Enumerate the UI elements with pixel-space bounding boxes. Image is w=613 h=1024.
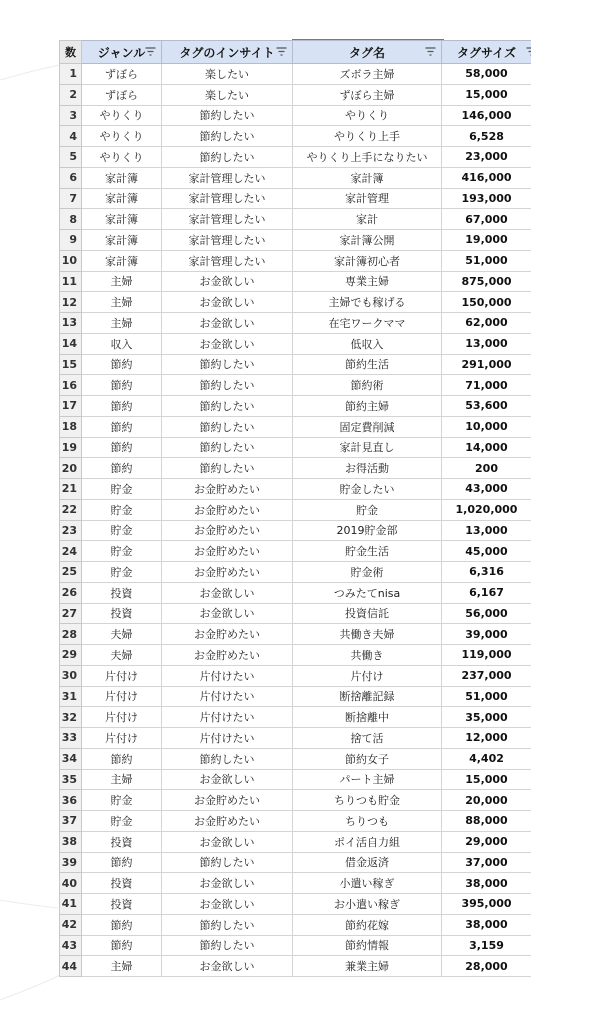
- table-row: [60, 582, 532, 603]
- size-cell[interactable]: 37,000: [442, 852, 532, 873]
- size-cell[interactable]: 6,528: [442, 126, 532, 147]
- size-cell[interactable]: 15,000: [442, 769, 532, 790]
- tag-cell[interactable]: 断捨離記録: [293, 686, 442, 707]
- genre-cell[interactable]: ずぼら: [82, 64, 162, 85]
- genre-cell[interactable]: 主婦: [82, 769, 162, 790]
- row-number-cell[interactable]: 37: [60, 811, 82, 832]
- insight-cell[interactable]: お金欲しい: [162, 769, 293, 790]
- table-row: [60, 748, 532, 769]
- genre-cell[interactable]: やりくり: [82, 105, 162, 126]
- insight-cell[interactable]: 家計管理したい: [162, 209, 293, 230]
- row-number-cell[interactable]: 26: [60, 582, 82, 603]
- insight-cell[interactable]: お金欲しい: [162, 292, 293, 313]
- row-number-cell[interactable]: 36: [60, 790, 82, 811]
- row-number-cell[interactable]: 3: [60, 105, 82, 126]
- tag-header[interactable]: [293, 41, 442, 64]
- genre-cell[interactable]: 節約: [82, 437, 162, 458]
- size-cell[interactable]: 13,000: [442, 520, 532, 541]
- genre-cell[interactable]: 主婦: [82, 292, 162, 313]
- size-cell[interactable]: 58,000: [442, 64, 532, 85]
- genre-cell[interactable]: 節約: [82, 375, 162, 396]
- genre-cell[interactable]: ずぼら: [82, 84, 162, 105]
- size-cell[interactable]: 29,000: [442, 831, 532, 852]
- row-number-cell[interactable]: 28: [60, 624, 82, 645]
- table-row: [60, 831, 532, 852]
- size-cell[interactable]: 14,000: [442, 437, 532, 458]
- row-number-cell[interactable]: 43: [60, 935, 82, 956]
- tag-cell[interactable]: 家計簿: [293, 167, 442, 188]
- row-number-cell[interactable]: 29: [60, 645, 82, 666]
- genre-cell[interactable]: 家計簿: [82, 250, 162, 271]
- table-row: [60, 852, 532, 873]
- tag-cell[interactable]: 家計: [293, 209, 442, 230]
- table-row: [60, 105, 532, 126]
- genre-cell[interactable]: 家計簿: [82, 188, 162, 209]
- genre-cell[interactable]: 節約: [82, 914, 162, 935]
- row-number-cell[interactable]: 34: [60, 748, 82, 769]
- tag-cell[interactable]: 節約情報: [293, 935, 442, 956]
- insight-cell[interactable]: お金貯めたい: [162, 790, 293, 811]
- row-number-cell[interactable]: 19: [60, 437, 82, 458]
- size-cell[interactable]: 291,000: [442, 354, 532, 375]
- tag-cell[interactable]: お小遣い稼ぎ: [293, 894, 442, 915]
- tag-cell[interactable]: 捨て活: [293, 728, 442, 749]
- tag-cell[interactable]: 節約術: [293, 375, 442, 396]
- genre-header[interactable]: [82, 41, 162, 64]
- size-cell[interactable]: 51,000: [442, 686, 532, 707]
- tag-cell[interactable]: 断捨離中: [293, 707, 442, 728]
- size-cell[interactable]: 119,000: [442, 645, 532, 666]
- row-number-cell[interactable]: 6: [60, 167, 82, 188]
- insight-cell[interactable]: 家計管理したい: [162, 250, 293, 271]
- size-cell[interactable]: 56,000: [442, 603, 532, 624]
- genre-cell[interactable]: 貯金: [82, 811, 162, 832]
- insight-cell[interactable]: お金欲しい: [162, 956, 293, 977]
- size-cell[interactable]: 53,600: [442, 396, 532, 417]
- insight-cell[interactable]: 家計管理したい: [162, 188, 293, 209]
- row-number-cell[interactable]: 10: [60, 250, 82, 271]
- tag-cell[interactable]: 共働き: [293, 645, 442, 666]
- genre-header-label: ジャンル: [97, 45, 146, 60]
- row-number-cell[interactable]: 8: [60, 209, 82, 230]
- size-header[interactable]: [442, 41, 532, 64]
- table-row: [60, 603, 532, 624]
- genre-cell[interactable]: 投資: [82, 831, 162, 852]
- row-number-cell[interactable]: 18: [60, 416, 82, 437]
- insight-cell[interactable]: 節約したい: [162, 437, 293, 458]
- genre-cell[interactable]: 家計簿: [82, 167, 162, 188]
- tag-cell[interactable]: お得活動: [293, 458, 442, 479]
- tag-cell[interactable]: 投資信託: [293, 603, 442, 624]
- size-cell[interactable]: 38,000: [442, 873, 532, 894]
- genre-cell[interactable]: 節約: [82, 852, 162, 873]
- row-number-cell[interactable]: 42: [60, 914, 82, 935]
- table-row: [60, 458, 532, 479]
- size-cell[interactable]: 20,000: [442, 790, 532, 811]
- size-cell[interactable]: 875,000: [442, 271, 532, 292]
- tag-cell[interactable]: ズボラ主婦: [293, 64, 442, 85]
- tag-cell[interactable]: パート主婦: [293, 769, 442, 790]
- table-row: [60, 64, 532, 85]
- size-cell[interactable]: 6,167: [442, 582, 532, 603]
- filter-icon[interactable]: [145, 46, 156, 57]
- size-cell[interactable]: 28,000: [442, 956, 532, 977]
- table-row: [60, 437, 532, 458]
- genre-cell[interactable]: 家計簿: [82, 230, 162, 251]
- insight-cell[interactable]: お金欲しい: [162, 831, 293, 852]
- size-cell[interactable]: 62,000: [442, 313, 532, 334]
- row-number-cell[interactable]: 39: [60, 852, 82, 873]
- genre-cell[interactable]: 貯金: [82, 562, 162, 583]
- table-row: [60, 665, 532, 686]
- size-cell[interactable]: 12,000: [442, 728, 532, 749]
- tag-cell[interactable]: つみたてnisa: [293, 582, 442, 603]
- table-row: [60, 271, 532, 292]
- filter-icon[interactable]: [425, 46, 436, 57]
- size-cell[interactable]: 23,000: [442, 147, 532, 168]
- tag-cell[interactable]: 専業主婦: [293, 271, 442, 292]
- row-number-cell[interactable]: 1: [60, 64, 82, 85]
- size-cell[interactable]: 39,000: [442, 624, 532, 645]
- tag-cell[interactable]: 家計管理: [293, 188, 442, 209]
- tag-cell[interactable]: ちりつも貯金: [293, 790, 442, 811]
- insight-cell[interactable]: お金貯めたい: [162, 624, 293, 645]
- genre-cell[interactable]: 貯金: [82, 790, 162, 811]
- genre-cell[interactable]: 投資: [82, 603, 162, 624]
- insight-cell[interactable]: 節約したい: [162, 375, 293, 396]
- size-cell[interactable]: 19,000: [442, 230, 532, 251]
- tag-cell[interactable]: 節約女子: [293, 748, 442, 769]
- genre-cell[interactable]: 夫婦: [82, 645, 162, 666]
- genre-cell[interactable]: 貯金: [82, 499, 162, 520]
- row-number-cell[interactable]: 25: [60, 562, 82, 583]
- table-row: [60, 209, 532, 230]
- size-cell[interactable]: 43,000: [442, 479, 532, 500]
- tag-cell[interactable]: やりくり上手になりたい: [293, 147, 442, 168]
- row-number-cell[interactable]: 44: [60, 956, 82, 977]
- tag-cell[interactable]: 家計簿初心者: [293, 250, 442, 271]
- tag-cell[interactable]: 貯金生活: [293, 541, 442, 562]
- tag-cell[interactable]: ちりつも: [293, 811, 442, 832]
- table-body: [60, 64, 532, 977]
- tag-header-label: タグ名: [348, 45, 385, 60]
- table-row: [60, 167, 532, 188]
- insight-cell[interactable]: 家計管理したい: [162, 230, 293, 251]
- tag-cell[interactable]: 在宅ワークママ: [293, 313, 442, 334]
- insight-cell[interactable]: 楽したい: [162, 64, 293, 85]
- table-row: [60, 686, 532, 707]
- row-number-cell[interactable]: 35: [60, 769, 82, 790]
- size-cell[interactable]: 13,000: [442, 333, 532, 354]
- sheet-crop-edge: [531, 40, 613, 980]
- genre-cell[interactable]: 片付け: [82, 686, 162, 707]
- insight-cell[interactable]: お金貯めたい: [162, 479, 293, 500]
- header-row: [60, 41, 532, 64]
- genre-cell[interactable]: 投資: [82, 873, 162, 894]
- tag-cell[interactable]: 低収入: [293, 333, 442, 354]
- insight-cell[interactable]: 節約したい: [162, 354, 293, 375]
- row-number-cell[interactable]: 33: [60, 728, 82, 749]
- table-row: [60, 811, 532, 832]
- insight-cell[interactable]: 楽したい: [162, 84, 293, 105]
- table-row: [60, 935, 532, 956]
- table-row: [60, 188, 532, 209]
- insight-header-label: タグのインサイト: [179, 45, 275, 60]
- tag-cell[interactable]: 貯金術: [293, 562, 442, 583]
- row-number-cell[interactable]: 40: [60, 873, 82, 894]
- table-row: [60, 479, 532, 500]
- table-row: [60, 84, 532, 105]
- row-number-cell[interactable]: 9: [60, 230, 82, 251]
- genre-cell[interactable]: 片付け: [82, 665, 162, 686]
- insight-cell[interactable]: お金欲しい: [162, 333, 293, 354]
- size-cell[interactable]: 146,000: [442, 105, 532, 126]
- table-row: [60, 562, 532, 583]
- insight-cell[interactable]: 節約したい: [162, 748, 293, 769]
- genre-cell[interactable]: 投資: [82, 894, 162, 915]
- row-number-cell[interactable]: 13: [60, 313, 82, 334]
- tag-cell[interactable]: 節約花嫁: [293, 914, 442, 935]
- insight-cell[interactable]: 片付けたい: [162, 728, 293, 749]
- table-row: [60, 126, 532, 147]
- insight-cell[interactable]: お金貯めたい: [162, 520, 293, 541]
- insight-header[interactable]: [162, 41, 293, 64]
- table-row: [60, 624, 532, 645]
- table-row: [60, 147, 532, 168]
- row-number-cell[interactable]: 15: [60, 354, 82, 375]
- table-row: [60, 707, 532, 728]
- tag-cell[interactable]: 小遣い稼ぎ: [293, 873, 442, 894]
- genre-cell[interactable]: 節約: [82, 396, 162, 417]
- size-cell[interactable]: 67,000: [442, 209, 532, 230]
- tag-cell[interactable]: 共働き夫婦: [293, 624, 442, 645]
- insight-cell[interactable]: 節約したい: [162, 458, 293, 479]
- row-number-cell[interactable]: 14: [60, 333, 82, 354]
- genre-cell[interactable]: 節約: [82, 748, 162, 769]
- size-cell[interactable]: 88,000: [442, 811, 532, 832]
- size-cell[interactable]: 193,000: [442, 188, 532, 209]
- row-number-cell[interactable]: 17: [60, 396, 82, 417]
- row-number-cell[interactable]: 38: [60, 831, 82, 852]
- size-cell[interactable]: 200: [442, 458, 532, 479]
- row-number-cell[interactable]: 23: [60, 520, 82, 541]
- genre-cell[interactable]: 節約: [82, 935, 162, 956]
- insight-cell[interactable]: お金貯めたい: [162, 541, 293, 562]
- genre-cell[interactable]: 貯金: [82, 479, 162, 500]
- row-number-cell[interactable]: 30: [60, 665, 82, 686]
- tag-cell[interactable]: 節約主婦: [293, 396, 442, 417]
- insight-cell[interactable]: お金欲しい: [162, 313, 293, 334]
- insight-cell[interactable]: 節約したい: [162, 416, 293, 437]
- size-cell[interactable]: 6,316: [442, 562, 532, 583]
- size-cell[interactable]: 51,000: [442, 250, 532, 271]
- insight-cell[interactable]: 節約したい: [162, 105, 293, 126]
- table-row: [60, 790, 532, 811]
- insight-cell[interactable]: 片付けたい: [162, 686, 293, 707]
- table-row: [60, 914, 532, 935]
- table-row: [60, 769, 532, 790]
- insight-cell[interactable]: お金欲しい: [162, 582, 293, 603]
- genre-cell[interactable]: 主婦: [82, 956, 162, 977]
- row-number-cell[interactable]: 12: [60, 292, 82, 313]
- row-number-cell[interactable]: 24: [60, 541, 82, 562]
- genre-cell[interactable]: 夫婦: [82, 624, 162, 645]
- genre-cell[interactable]: 主婦: [82, 271, 162, 292]
- genre-cell[interactable]: 投資: [82, 582, 162, 603]
- tag-cell[interactable]: やりくり: [293, 105, 442, 126]
- size-cell[interactable]: 35,000: [442, 707, 532, 728]
- size-cell[interactable]: 45,000: [442, 541, 532, 562]
- tag-cell[interactable]: 借金返済: [293, 852, 442, 873]
- size-cell[interactable]: 416,000: [442, 167, 532, 188]
- table-row: [60, 375, 532, 396]
- table-row: [60, 333, 532, 354]
- table-row: [60, 354, 532, 375]
- row-number-cell[interactable]: 7: [60, 188, 82, 209]
- tag-cell[interactable]: やりくり上手: [293, 126, 442, 147]
- size-cell[interactable]: 38,000: [442, 914, 532, 935]
- tag-cell[interactable]: 2019貯金部: [293, 520, 442, 541]
- filter-icon[interactable]: [276, 46, 287, 57]
- tag-cell[interactable]: 貯金: [293, 499, 442, 520]
- size-cell[interactable]: 4,402: [442, 748, 532, 769]
- size-cell[interactable]: 395,000: [442, 894, 532, 915]
- row-number-cell[interactable]: 21: [60, 479, 82, 500]
- insight-cell[interactable]: 節約したい: [162, 147, 293, 168]
- tag-cell[interactable]: ポイ活自力組: [293, 831, 442, 852]
- tag-cell[interactable]: 家計見直し: [293, 437, 442, 458]
- size-cell[interactable]: 71,000: [442, 375, 532, 396]
- size-cell[interactable]: 150,000: [442, 292, 532, 313]
- row-number-header[interactable]: 数: [60, 41, 82, 64]
- genre-cell[interactable]: 収入: [82, 333, 162, 354]
- insight-cell[interactable]: 節約したい: [162, 935, 293, 956]
- tag-cell[interactable]: ずぼら主婦: [293, 84, 442, 105]
- table-row: [60, 230, 532, 251]
- row-number-cell[interactable]: 20: [60, 458, 82, 479]
- table-row: [60, 250, 532, 271]
- table-row: [60, 956, 532, 977]
- row-number-cell[interactable]: 4: [60, 126, 82, 147]
- insight-cell[interactable]: お金貯めたい: [162, 562, 293, 583]
- table-row: [60, 541, 532, 562]
- row-number-cell[interactable]: 5: [60, 147, 82, 168]
- genre-cell[interactable]: やりくり: [82, 126, 162, 147]
- row-number-cell[interactable]: 22: [60, 499, 82, 520]
- genre-cell[interactable]: やりくり: [82, 147, 162, 168]
- table-row: [60, 313, 532, 334]
- size-cell[interactable]: 15,000: [442, 84, 532, 105]
- table-row: [60, 499, 532, 520]
- genre-cell[interactable]: 貯金: [82, 520, 162, 541]
- insight-cell[interactable]: 片付けたい: [162, 707, 293, 728]
- insight-cell[interactable]: お金欲しい: [162, 603, 293, 624]
- insight-cell[interactable]: 節約したい: [162, 396, 293, 417]
- size-header-label: タグサイズ: [456, 45, 517, 60]
- insight-cell[interactable]: お金貯めたい: [162, 645, 293, 666]
- row-number-cell[interactable]: 31: [60, 686, 82, 707]
- tag-cell[interactable]: 固定費削減: [293, 416, 442, 437]
- table-row: [60, 520, 532, 541]
- genre-cell[interactable]: 片付け: [82, 707, 162, 728]
- genre-cell[interactable]: 貯金: [82, 541, 162, 562]
- row-number-cell[interactable]: 41: [60, 894, 82, 915]
- table-row: [60, 292, 532, 313]
- row-number-cell[interactable]: 11: [60, 271, 82, 292]
- insight-cell[interactable]: 節約したい: [162, 852, 293, 873]
- genre-cell[interactable]: 主婦: [82, 313, 162, 334]
- insight-cell[interactable]: 節約したい: [162, 914, 293, 935]
- tag-cell[interactable]: 兼業主婦: [293, 956, 442, 977]
- spreadsheet-table: [59, 40, 532, 977]
- tag-cell[interactable]: 主婦でも稼げる: [293, 292, 442, 313]
- table-row: [60, 416, 532, 437]
- insight-cell[interactable]: 家計管理したい: [162, 167, 293, 188]
- genre-cell[interactable]: 節約: [82, 416, 162, 437]
- table-row: [60, 873, 532, 894]
- row-number-cell[interactable]: 2: [60, 84, 82, 105]
- insight-cell[interactable]: 節約したい: [162, 126, 293, 147]
- genre-cell[interactable]: 片付け: [82, 728, 162, 749]
- table-row: [60, 894, 532, 915]
- size-cell[interactable]: 10,000: [442, 416, 532, 437]
- insight-cell[interactable]: お金欲しい: [162, 271, 293, 292]
- size-cell[interactable]: 3,159: [442, 935, 532, 956]
- genre-cell[interactable]: 節約: [82, 458, 162, 479]
- size-cell[interactable]: 237,000: [442, 665, 532, 686]
- tag-cell[interactable]: 貯金したい: [293, 479, 442, 500]
- insight-cell[interactable]: お金欲しい: [162, 894, 293, 915]
- genre-cell[interactable]: 節約: [82, 354, 162, 375]
- tag-cell[interactable]: 片付け: [293, 665, 442, 686]
- insight-cell[interactable]: お金貯めたい: [162, 811, 293, 832]
- size-cell[interactable]: 1,020,000: [442, 499, 532, 520]
- row-number-cell[interactable]: 16: [60, 375, 82, 396]
- insight-cell[interactable]: 片付けたい: [162, 665, 293, 686]
- table-row: [60, 728, 532, 749]
- table-row: [60, 396, 532, 417]
- insight-cell[interactable]: お金欲しい: [162, 873, 293, 894]
- tag-cell[interactable]: 家計簿公開: [293, 230, 442, 251]
- insight-cell[interactable]: お金貯めたい: [162, 499, 293, 520]
- tag-cell[interactable]: 節約生活: [293, 354, 442, 375]
- row-number-cell[interactable]: 32: [60, 707, 82, 728]
- genre-cell[interactable]: 家計簿: [82, 209, 162, 230]
- table-row: [60, 645, 532, 666]
- row-number-cell[interactable]: 27: [60, 603, 82, 624]
